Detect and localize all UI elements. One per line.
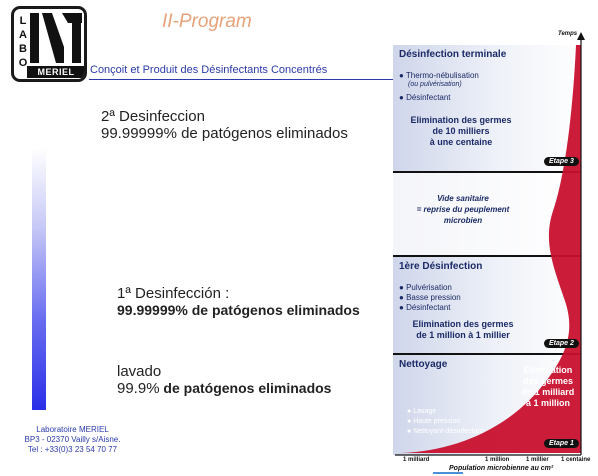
step-heading: 2ª Desinfeccion	[101, 108, 205, 125]
step-badge-2: Etape 2	[544, 339, 579, 348]
step-result: 99.99999% de patógenos eliminados	[117, 302, 360, 318]
logo-letters: L A B O	[18, 15, 28, 69]
y-axis-arrow	[577, 32, 585, 40]
page-title: II-Program	[162, 11, 252, 32]
step-washing	[117, 363, 331, 397]
disinfection-diagram	[393, 31, 598, 476]
panel-vide-text: Vide sanitaire = reprise du peuplement microbien	[416, 194, 510, 225]
cleaning-item: ● Lavage	[407, 408, 437, 415]
cleaning-item: ● Haute pression	[407, 418, 461, 425]
panel-title: Désinfection terminale	[399, 49, 507, 60]
panel-title: Nettoyage	[399, 359, 448, 370]
tagline: Conçoit et Produit des Désinfectants Concentrés	[90, 64, 328, 76]
panel-result: Elimination des germes de 1 million à 1 millier	[412, 319, 514, 340]
tagline-underline	[89, 79, 394, 80]
panel-item: ● Désinfectant	[399, 303, 451, 312]
panel-result: Elimination des germes de 10 milliers à une centaine	[410, 115, 512, 147]
panel-title: 1ère Désinfection	[399, 261, 483, 272]
gradient-bar	[32, 148, 46, 410]
y-axis-label: Temps	[558, 31, 578, 37]
x-axis-label: Population microbienne au cm²	[449, 465, 554, 472]
panel-item: ● Pulvérisation	[399, 283, 452, 292]
cleaning-item: ● Nettoyant-désinfectant	[407, 428, 484, 435]
x-tick: 1 millier	[526, 457, 549, 463]
step-heading: 1ª Desinfección :	[117, 285, 230, 302]
logo-mark-icon	[28, 11, 84, 67]
step-result-text: de patógenos eliminados	[159, 380, 332, 396]
panel-item-note: (ou pulvérisation)	[408, 81, 462, 88]
panel-item: ● Thermo-nébulisation	[399, 71, 479, 80]
panel-item: ● Désinfectant	[399, 93, 451, 102]
footer-contact: Laboratoire MERIEL BP3 - 02370 Vailly s/Aisne. Tel : +33(0)3 23 54 70 77	[24, 425, 121, 454]
step-badge-1: Etape 1	[544, 439, 579, 448]
laboratoire-meriel-logo	[11, 6, 87, 82]
x-tick: 1 million	[485, 457, 510, 463]
step-second-disinfection	[101, 108, 348, 142]
step-badge-3: Etape 3	[544, 157, 579, 166]
step-heading: lavado	[117, 363, 162, 380]
step-first-disinfection	[117, 285, 360, 319]
cleaning-result: Elimination des germes de 1 milliard à 1 million	[521, 365, 575, 408]
x-tick: 1 centaine	[561, 457, 591, 463]
step-result-value: 99.9%	[117, 380, 160, 397]
x-tick: 1 milliard	[403, 457, 430, 463]
step-result: 99.99999% de patógenos eliminados	[101, 125, 348, 142]
logo-name: MERIEL	[27, 66, 85, 78]
panel-item: ● Basse pression	[399, 293, 461, 302]
